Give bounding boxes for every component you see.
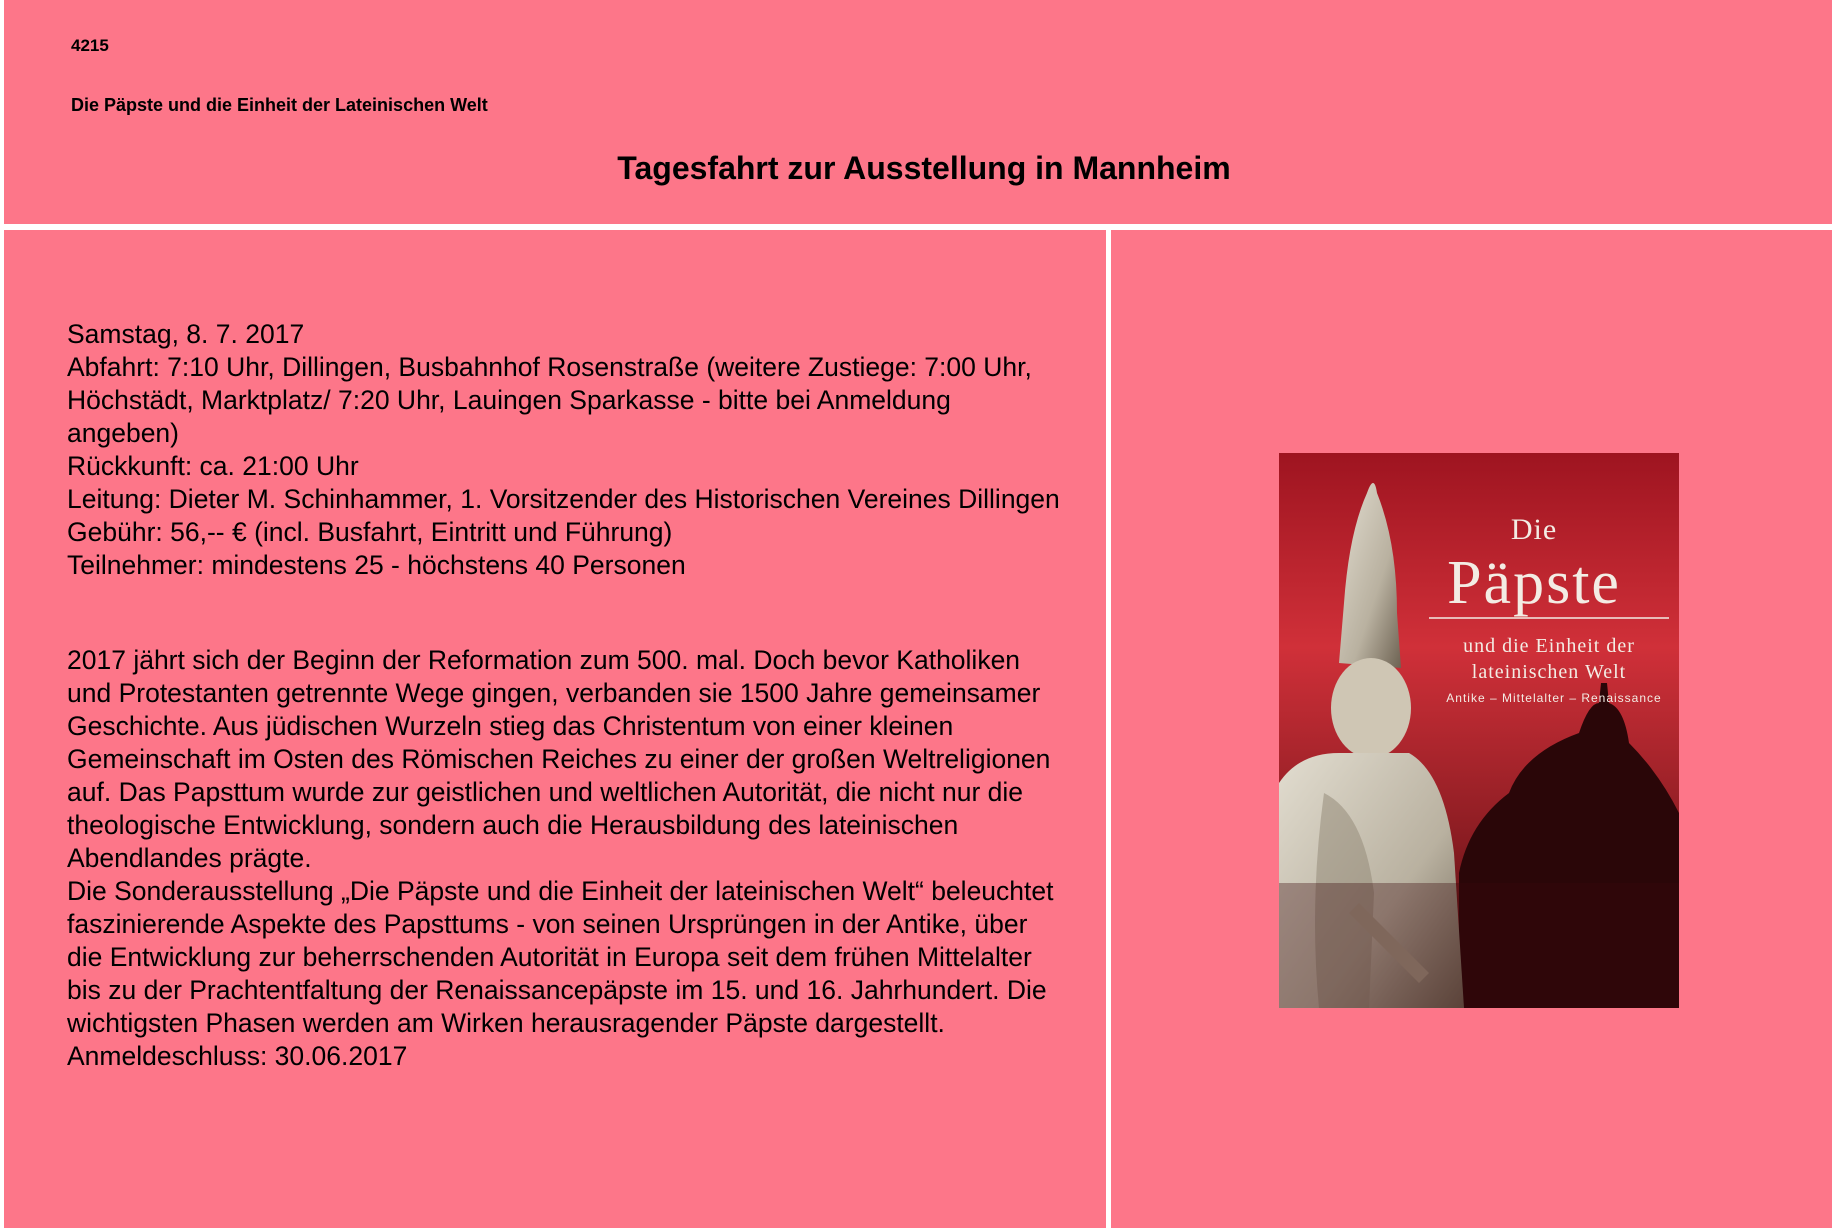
description-paragraph: 2017 jährt sich der Beginn der Reformation zum 500. mal. Doch bevor Katholiken und Protestanten getrennte Wege gingen, verbanden sie 1500 Jahre gemeinsamer Geschichte. Aus jüdischen Wurzeln stieg das Christentum von einer kleinen Gemeinschaft im Osten des Römischen Reiches zu einer der großen Weltreligionen auf. Das Papsttum wurde zur geistlichen und weltlichen Autorität, die nicht nur die theologische Entwicklung, sondern auch die Herausbildung des lateinischen Abendlandes prägte. bbox=[67, 645, 1051, 873]
cover-title-big: Päpste bbox=[1447, 549, 1621, 617]
exhibition-cover-image bbox=[1279, 453, 1679, 1008]
main-content-panel bbox=[4, 230, 1106, 1228]
cover-subtitle-line: lateinischen Welt bbox=[1471, 661, 1627, 683]
trip-description bbox=[67, 644, 1067, 1073]
cover-title-small: Die bbox=[1510, 513, 1558, 546]
course-number: 4215 bbox=[71, 36, 109, 55]
image-panel bbox=[1111, 230, 1832, 1228]
cover-subtitle-line: und die Einheit der bbox=[1463, 635, 1635, 657]
detail-fee: Gebühr: 56,-- € (incl. Busfahrt, Eintritt und Führung) bbox=[67, 517, 673, 547]
detail-departure: Abfahrt: 7:10 Uhr, Dillingen, Busbahnhof Rosenstraße (weitere Zustiege: 7:00 Uhr, Höchstädt, Marktplatz/ 7:20 Uhr, Lauingen Sparkasse - bitte bei Anmeldung angeben) bbox=[67, 352, 1032, 448]
detail-date: Samstag, 8. 7. 2017 bbox=[67, 319, 305, 349]
detail-leader: Leitung: Dieter M. Schinhammer, 1. Vorsitzender des Historischen Vereines Dillingen bbox=[67, 484, 1060, 514]
page-title: Tagesfahrt zur Ausstellung in Mannheim bbox=[617, 150, 1231, 186]
description-paragraph: Die Sonderausstellung „Die Päpste und die Einheit der lateinischen Welt“ beleuchtet faszinierende Aspekte des Papsttums - von seinen Ursprüngen in der Antike, über die Entwicklung zur beherrschenden Autorität in Europa seit dem frühen Mittelalter bis zu der Prachtentfaltung der Renaissancepäpste im 15. und 16. Jahrhundert. Die wichtigsten Phasen werden am Wirken herausragender Päpste dargestellt. bbox=[67, 876, 1054, 1038]
detail-return: Rückkunft: ca. 21:00 Uhr bbox=[67, 451, 359, 481]
cover-subtitle bbox=[1279, 633, 1679, 685]
registration-deadline: Anmeldeschluss: 30.06.2017 bbox=[67, 1041, 408, 1071]
header-panel bbox=[4, 0, 1832, 224]
detail-participants: Teilnehmer: mindestens 25 - höchstens 40 Personen bbox=[67, 550, 686, 580]
trip-details bbox=[67, 318, 1067, 582]
exhibition-subtitle: Die Päpste und die Einheit der Lateinischen Welt bbox=[71, 95, 488, 115]
cover-tagline: Antike – Mittelalter – Renaissance bbox=[1446, 691, 1662, 705]
